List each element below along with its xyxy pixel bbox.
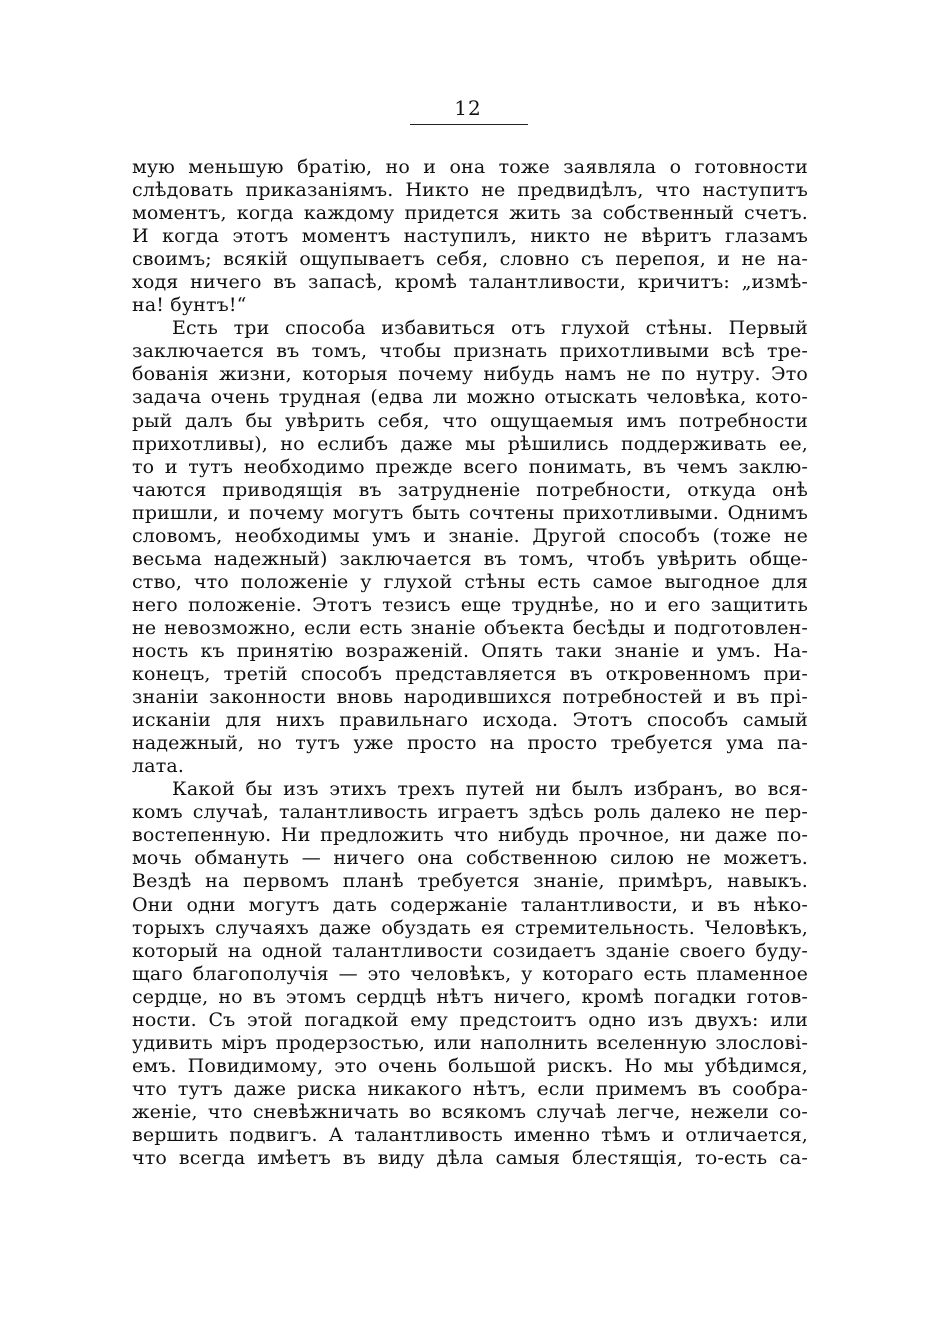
text-line: что всегда имѣетъ въ виду дѣла самыя блестящія, то-есть са-	[132, 1147, 808, 1170]
text-line: ходя ничего въ запасѣ, кромѣ талантливости, кричитъ: „измѣ-	[132, 271, 808, 294]
text-line: на! бунтъ!“	[132, 294, 247, 317]
paragraph	[132, 778, 808, 1170]
text-line: ности. Съ этой погадкой ему предстоитъ одно изъ двухъ: или	[132, 1008, 808, 1031]
text-line: весьма надежный) заключается въ томъ, чтобъ увѣрить обще-	[132, 547, 808, 570]
text-line: пришли, и почему могутъ быть сочтены прихотливыми. Однимъ	[132, 501, 808, 524]
paragraph	[132, 317, 808, 778]
text-line: заключается въ томъ, чтобы признать прихотливыми всѣ тре-	[132, 340, 808, 363]
text-line: то и тутъ необходимо прежде всего понимать, въ чемъ заклю-	[132, 455, 808, 478]
text-line: вершить подвигъ. А талантливость именно тѣмъ и отличается,	[132, 1123, 808, 1146]
text-line: торыхъ случаяхъ даже обуздать ея стремительность. Человѣкъ,	[132, 916, 808, 939]
text-line: не невозможно, если есть знаніе объекта бесѣды и подготовлен-	[132, 616, 808, 639]
text-line: комъ случаѣ, талантливость играетъ здѣсь роль далеко не пер-	[132, 801, 808, 824]
text-line: прихотливы), но еслибъ даже мы рѣшились поддерживать ее,	[132, 432, 808, 455]
text-line: задача очень трудная (едва ли можно отыскать человѣка, кото-	[132, 386, 808, 409]
text-line: мочь обмануть — ничего она собственною силою не можетъ.	[132, 847, 808, 870]
paragraph	[132, 156, 808, 317]
text-line: востепенную. Ни предложить что нибудь прочное, ни даже по-	[132, 824, 808, 847]
body-text	[132, 156, 808, 1170]
text-line: что тутъ даже риска никакого нѣтъ, если примемъ въ сообра-	[132, 1077, 808, 1100]
text-line: своимъ; всякій ощупываетъ себя, словно съ перепоя, и не на-	[132, 248, 808, 271]
text-line: слѣдовать приказаніямъ. Никто не предвидѣлъ, что наступитъ	[132, 179, 808, 202]
text-line: бованія жизни, которыя почему нибудь намъ не по нутру. Это	[132, 363, 808, 386]
text-line: словомъ, необходимы умъ и знаніе. Другой способъ (тоже не	[132, 524, 808, 547]
text-line: ство, что положеніе у глухой стѣны есть самое выгодное для	[132, 570, 808, 593]
text-line: Есть три способа избавиться отъ глухой стѣны. Первый	[172, 317, 808, 340]
text-line: моментъ, когда каждому придется жить за собственный счетъ.	[132, 202, 808, 225]
text-line: емъ. Повидимому, это очень большой рискъ. Но мы убѣдимся,	[132, 1054, 808, 1077]
text-line: женіе, что сневѣжничать во всякомъ случаѣ легче, нежели со-	[132, 1100, 808, 1123]
text-line: него положеніе. Этотъ тезисъ еще труднѣе, но и его защитить	[132, 593, 808, 616]
text-line: сердце, но въ этомъ сердцѣ нѣтъ ничего, кромѣ погадки готов-	[132, 985, 808, 1008]
text-line: рый далъ бы увѣрить себя, что ощущаемыя имъ потребности	[132, 409, 808, 432]
text-line: удивить міръ продерзостью, или наполнить вселенную злослові-	[132, 1031, 808, 1054]
text-line: мую меньшую братію, но и она тоже заявляла о готовности	[132, 156, 808, 178]
text-line: надежный, но тутъ уже просто на просто требуется ума па-	[132, 732, 808, 755]
text-line: Вездѣ на первомъ планѣ требуется знаніе, примѣръ, навыкъ.	[132, 870, 808, 893]
text-line: Какой бы изъ этихъ трехъ путей ни былъ избранъ, во вся-	[172, 778, 808, 801]
text-line: который на одной талантливости созидаетъ зданіе своего буду-	[132, 939, 808, 962]
text-line: чаются приводящія въ затрудненіе потребности, откуда онѣ	[132, 478, 808, 501]
page-number: 12	[454, 96, 482, 120]
text-line: И когда этотъ моментъ наступилъ, никто не вѣритъ глазамъ	[132, 225, 808, 248]
text-line: исканіи для нихъ правильнаго исхода. Этотъ способъ самый	[132, 709, 808, 732]
text-line: лата.	[132, 755, 185, 778]
text-line: ность къ принятію возраженій. Опять таки знаніе и умъ. На-	[132, 639, 808, 662]
text-line: Они одни могутъ дать содержаніе талантливости, и въ нѣко-	[132, 893, 808, 916]
text-line: знаніи законности вновь народившихся потребностей и въ прі-	[132, 686, 808, 709]
header-rule	[410, 124, 528, 125]
text-line: конецъ, третій способъ представляется въ откровенномъ при-	[132, 663, 808, 686]
text-line: щаго благополучія — это человѣкъ, у котораго есть пламенное	[132, 962, 808, 985]
